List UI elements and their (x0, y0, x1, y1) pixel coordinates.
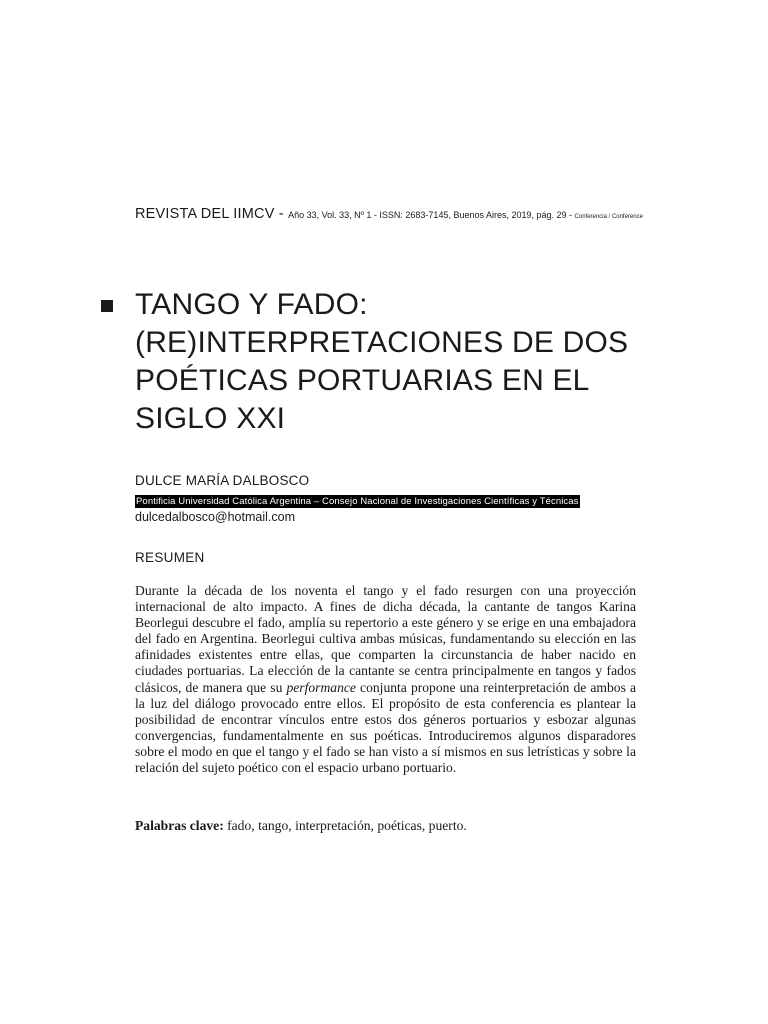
abstract-text-part: conjunta propone una reinterpretación de ambos a la luz del diálogo provocado entre ellos. El propósito de esta conferencia es plantear la posibilidad de encontrar vínculos entre estos dos géneros portuarios y esbozar algunas convergencias, fundamentalmente en sus poéticas. Introduciremos algunos disparadores sobre el modo en que el tango y el fado se han visto a sí mismos en sus letrísticas y sobre la relación del sujeto poético con el espacio urbano portuario. (135, 679, 636, 776)
title-line: SIGLO XXI (135, 402, 286, 435)
keywords-label: Palabras clave: (135, 818, 224, 833)
keywords (135, 818, 636, 834)
abstract-text-part: Durante la década de los noventa el tango y el fado resurgen con una proyección internacional de alto impacto. A fines de dicha década, la cantante de tangos Karina Beorlegui descubre el fado, amplía su repertorio a este género y se erige en una embajadora del fado en Argentina. Beorlegui cultiva ambas músicas, fundamentando su elección en las afinidades existentes entre ellas, que comparten la circunstancia de haber nacido en ciudades portuarias. La elección de la cantante se centra principalmente en tangos y fados clásicos, de manera que su (135, 583, 636, 695)
author-name: DULCE MARÍA DALBOSCO (135, 473, 310, 488)
abstract-text (135, 583, 636, 776)
title-line: (RE)INTERPRETACIONES DE DOS (135, 326, 629, 359)
journal-name: REVISTA DEL IIMCV - (135, 206, 289, 222)
journal-header (135, 205, 695, 222)
author-affiliation: Pontificia Universidad Católica Argentina – Consejo Nacional de Investigaciones Científicas y Técnicas (136, 496, 579, 507)
author-email: dulcedalbosco@hotmail.com (135, 510, 295, 524)
title-line: TANGO Y FADO: (135, 288, 368, 321)
keywords-list: fado, tango, interpretación, poéticas, puerto. (223, 818, 467, 833)
abstract-italic-term: performance (286, 679, 356, 695)
article-title (135, 286, 655, 438)
article-type: Conferencia / Conference (574, 214, 643, 220)
journal-issue-info: Año 33, Vol. 33, Nº 1 - ISSN: 2683-7145, Buenos Aires, 2019, pág. 29 - (288, 210, 575, 220)
abstract-heading: RESUMEN (135, 550, 205, 565)
title-bullet-icon (101, 300, 113, 312)
title-line: POÉTICAS PORTUARIAS EN EL (135, 364, 590, 397)
